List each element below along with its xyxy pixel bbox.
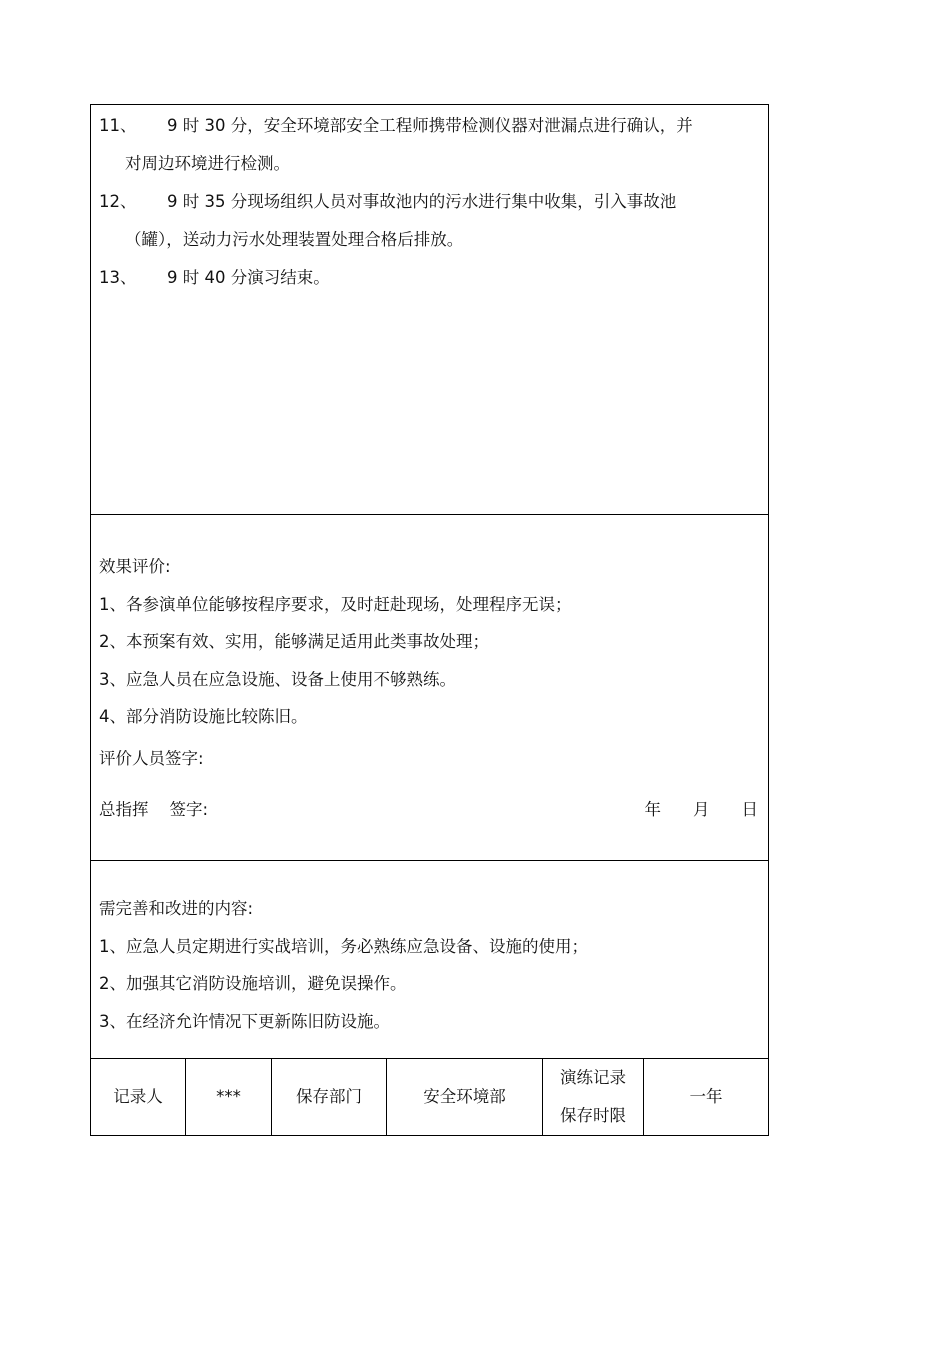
department-value: 安全环境部 bbox=[387, 1059, 543, 1135]
step-text: 9 时 35 分现场组织人员对事故池内的污水进行集中收集，引入事故池 bbox=[167, 192, 677, 211]
evaluation-item: 2、本预案有效、实用，能够满足适用此类事故处理； bbox=[99, 632, 489, 651]
step-number: 13、 bbox=[99, 268, 137, 287]
improvement-item: 2、加强其它消防设施培训，避免误操作。 bbox=[99, 974, 407, 993]
step-12 bbox=[99, 183, 759, 259]
step-13 bbox=[99, 259, 759, 297]
drill-record-form bbox=[90, 104, 769, 1136]
retention-label bbox=[543, 1059, 644, 1135]
recorder-label: 记录人 bbox=[91, 1059, 186, 1135]
drill-steps-section bbox=[91, 105, 768, 515]
improvement-title: 需完善和改进的内容: bbox=[99, 899, 254, 918]
step-text: 9 时 40 分演习结束。 bbox=[167, 268, 330, 287]
improvement-item: 3、在经济允许情况下更新陈旧防设施。 bbox=[99, 1012, 390, 1031]
evaluator-signature-label: 评价人员签字: bbox=[99, 749, 204, 768]
step-text-continued: （罐），送动力污水处理装置处理合格后排放。 bbox=[125, 230, 464, 249]
evaluation-item: 1、各参演单位能够按程序要求，及时赶赴现场，处理程序无误； bbox=[99, 595, 572, 614]
step-text-continued: 对周边环境进行检测。 bbox=[125, 154, 290, 173]
evaluation-item: 3、应急人员在应急设施、设备上使用不够熟练。 bbox=[99, 670, 456, 689]
improvement-section bbox=[91, 861, 768, 1059]
recorder-value: *** bbox=[186, 1059, 272, 1135]
step-text: 9 时 30 分，安全环境部安全工程师携带检测仪器对泄漏点进行确认，并 bbox=[167, 116, 693, 135]
step-11 bbox=[99, 107, 759, 183]
date-year: 年 bbox=[644, 800, 661, 819]
retention-value: 一年 bbox=[689, 1087, 723, 1106]
improvement-item: 1、应急人员定期进行实战培训，务必熟练应急设备、设施的使用； bbox=[99, 937, 588, 956]
evaluation-item: 4、部分消防设施比较陈旧。 bbox=[99, 707, 308, 726]
evaluation-section bbox=[91, 515, 768, 861]
retention-label-line1: 演练记录 bbox=[560, 1068, 626, 1087]
step-number: 12、 bbox=[99, 192, 137, 211]
retention-label-line2: 保存时限 bbox=[560, 1106, 626, 1125]
date-day: 日 bbox=[741, 800, 758, 819]
date-month: 月 bbox=[693, 800, 710, 819]
record-footer-row bbox=[91, 1059, 768, 1135]
department-label: 保存部门 bbox=[272, 1059, 387, 1135]
commander-signature-label: 总指挥 签字: bbox=[99, 800, 209, 819]
evaluation-title: 效果评价: bbox=[99, 557, 171, 576]
signature-date bbox=[645, 796, 759, 820]
step-number: 11、 bbox=[99, 116, 137, 135]
